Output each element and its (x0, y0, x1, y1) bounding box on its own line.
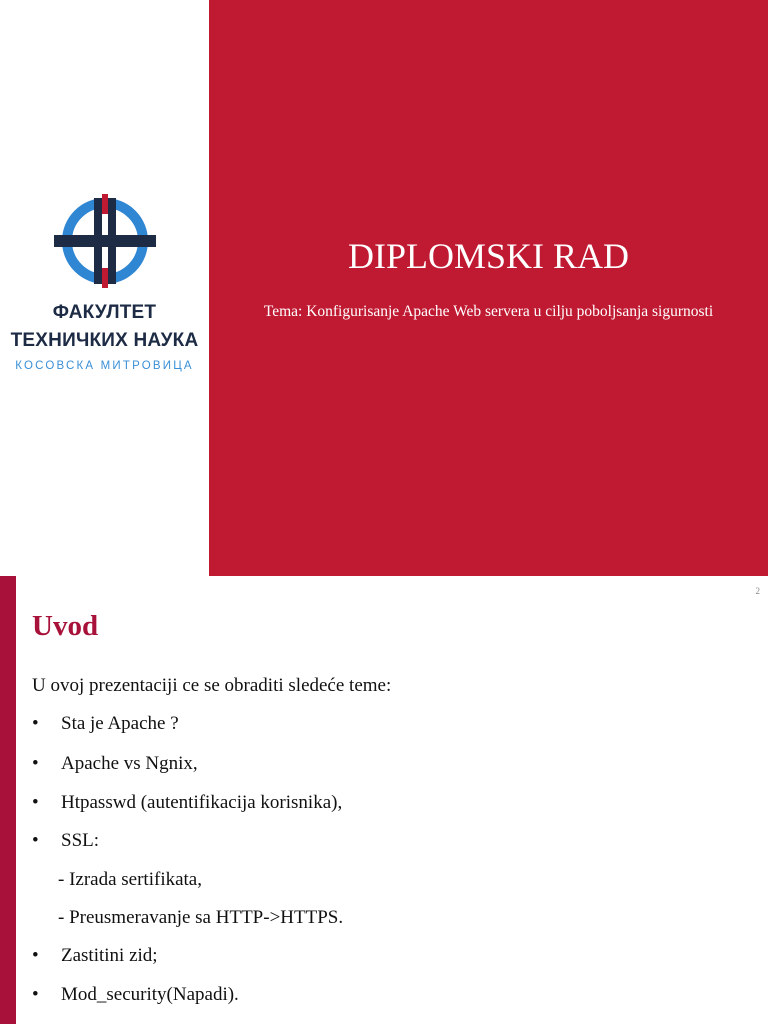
logo-text-line1: ФАКУЛТЕТ (52, 302, 157, 323)
bullet-icon: • (32, 984, 39, 1005)
logo-text-line3: КОСОВСКА МИТРОВИЦА (15, 360, 194, 372)
bullet-icon: • (32, 830, 39, 851)
intro-slide (0, 576, 768, 1024)
slide-heading: Uvod (32, 610, 99, 642)
list-item (32, 830, 99, 852)
accent-side-bar (0, 576, 16, 1024)
sub-list-item: - Izrada sertifikata, (58, 869, 202, 890)
title-panel (209, 0, 768, 576)
sub-list-item: - Preusmeravanje sa HTTP->HTTPS. (58, 907, 344, 928)
bullet-icon: • (32, 945, 39, 966)
list-item-text: Apache vs Ngnix, (61, 753, 198, 774)
bullet-icon: • (32, 753, 39, 774)
list-item-text: Htpasswd (autentifikacija korisnika), (61, 792, 343, 813)
list-item (32, 945, 158, 967)
list-item-text: Zastitini zid; (61, 945, 158, 966)
list-item (32, 713, 179, 735)
logo-text-line2: ТЕХНИЧКИХ НАУКА (10, 330, 199, 351)
intro-text: U ovoj prezentaciji ce se obraditi sledeće teme: (32, 675, 392, 696)
list-item-text: Mod_security(Napadi). (61, 984, 239, 1005)
bullet-icon: • (32, 713, 39, 734)
list-item (32, 792, 342, 814)
faculty-logo-emblem-icon (54, 190, 156, 292)
list-item (32, 753, 198, 775)
slide-title: DIPLOMSKI RAD (347, 236, 630, 276)
logo-panel (0, 0, 209, 576)
page-number: 2 (755, 586, 760, 596)
bullet-icon: • (32, 792, 39, 813)
list-item (32, 984, 239, 1006)
list-item-text: Sta je Apache ? (61, 713, 179, 734)
list-item-text: SSL: (61, 830, 100, 851)
slide-subtitle: Tema: Konfigurisanje Apache Web servera u cilju poboljsanja sigurnosti (263, 303, 714, 320)
